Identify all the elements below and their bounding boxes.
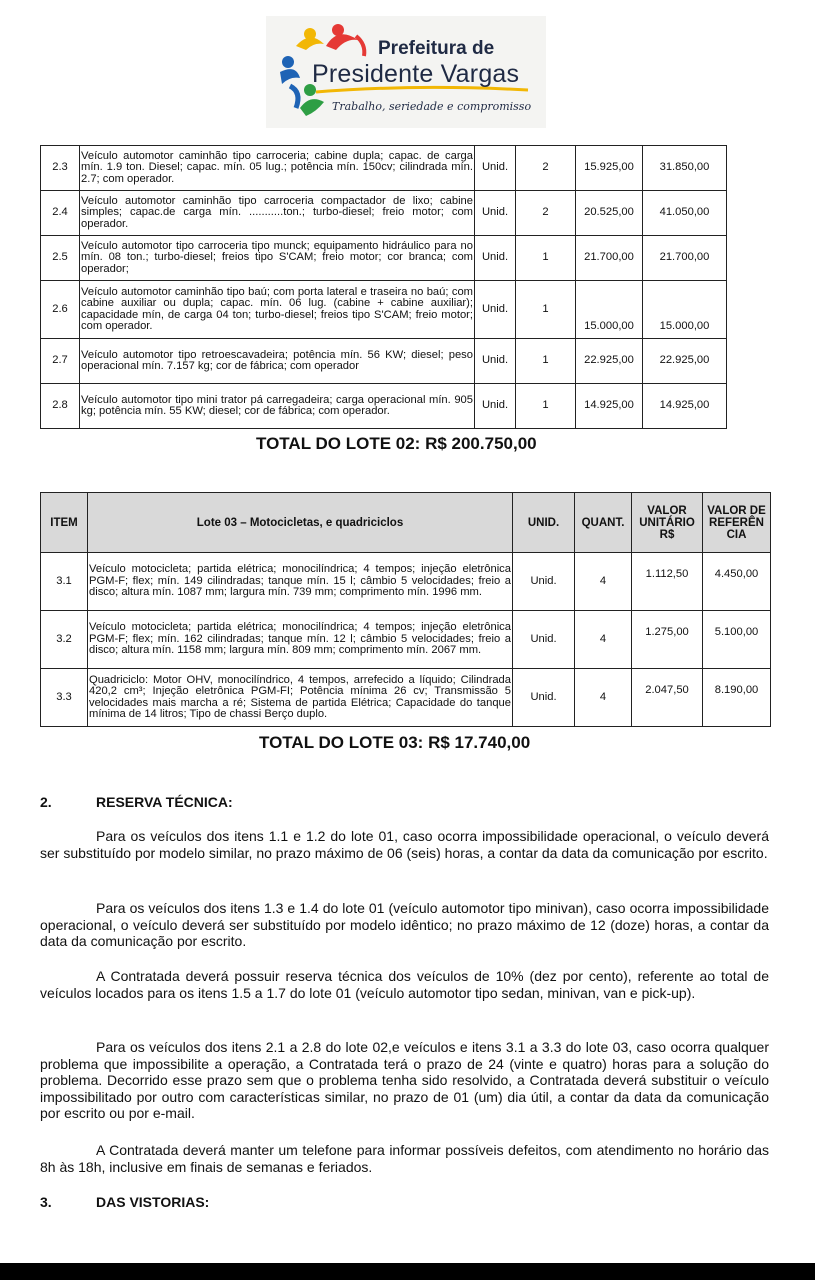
- description-cell: Veículo motocicleta; partida elétrica; monocilíndrica; 4 tempos; injeção eletrônica PGM-F; flex; mín. 162 cilindradas; tanque mín. 12 l; câmbio 5 velocidades; freio a disco; altura mín. 1158 mm; largura mín. 809 mm; comprimento mín. 2067 mm.: [88, 611, 513, 669]
- item-cell: 3.1: [41, 553, 88, 611]
- total-price-cell: 41.050,00: [643, 191, 727, 236]
- paragraph: [40, 828, 769, 861]
- unit-cell: Unid.: [475, 236, 516, 281]
- paragraph-text: Para os veículos dos itens 2.1 a 2.8 do lote 02,e veículos e itens 3.1 a 3.3 do lote 03, caso ocorra qualquer problema que impossibilite a operação, a Contratada terá o prazo de 24 (vinte e quatro) horas para a solução do problema. Decorrido esse prazo sem que o problema tenha sido resolvido, a Contratada deverá substituir o veículo impossibilitado por outro com características similar, no prazo de 01 (um) dia útil, a contar da data da comunicação por escrito ou por e-mail.: [40, 1039, 769, 1122]
- quantity-cell: 4: [575, 553, 632, 611]
- description-cell: Veículo automotor caminhão tipo baú; com porta lateral e traseira no baú; com cabine auxiliar ou dupla; capac. mín. 06 lug. (cabine + cabine auxiliar); capacidade mín, de carga 04 ton; turbo-diesel; freios tipo S'CAM; freio motor; com operador.: [80, 281, 475, 339]
- header-description: Lote 03 – Motocicletas, e quadriciclos: [88, 493, 513, 553]
- item-cell: 2.8: [41, 384, 80, 429]
- logo-title-line2: Presidente Vargas: [312, 60, 520, 88]
- section-heading: [40, 794, 233, 810]
- reference-value-cell: 5.100,00: [703, 611, 771, 669]
- unit-price-cell: 15.925,00: [576, 146, 643, 191]
- total-price-cell: 31.850,00: [643, 146, 727, 191]
- section-number: 2.: [40, 794, 52, 810]
- bottom-black-bar: [0, 1263, 815, 1280]
- table-header-row: [41, 493, 771, 553]
- table-row: [41, 669, 771, 727]
- total-price-cell: 15.000,00: [643, 281, 727, 339]
- lote02-total: TOTAL DO LOTE 02: R$ 200.750,00: [256, 434, 537, 453]
- item-cell: 2.4: [41, 191, 80, 236]
- paragraph-text: A Contratada deverá manter um telefone para informar possíveis defeitos, com atendimento no horário das 8h às 18h, inclusive em finais de semanas e feriados.: [40, 1142, 769, 1175]
- quantity-cell: 1: [516, 339, 576, 384]
- unit-price-cell: 1.112,50: [632, 553, 703, 611]
- item-cell: 2.5: [41, 236, 80, 281]
- section-heading: [40, 1194, 209, 1210]
- quantity-cell: 1: [516, 281, 576, 339]
- table-row: [41, 146, 727, 191]
- description-cell: Veículo automotor tipo retroescavadeira; potência mín. 56 KW; diesel; peso operacional mín. 7.157 kg; cor de fábrica; com operador: [80, 339, 475, 384]
- table-row: [41, 611, 771, 669]
- quantity-cell: 4: [575, 611, 632, 669]
- description-cell: Veículo automotor tipo mini trator pá carregadeira; carga operacional mín. 905 kg; potência mín. 55 KW; diesel; cor de fábrica; com operador.: [80, 384, 475, 429]
- item-cell: 3.2: [41, 611, 88, 669]
- item-cell: 2.6: [41, 281, 80, 339]
- paragraph: [40, 1039, 769, 1122]
- quantity-cell: 1: [516, 236, 576, 281]
- header-unit-price: VALOR UNITÁRIO R$: [632, 493, 703, 553]
- paragraph: [40, 968, 769, 1001]
- table-row: [41, 339, 727, 384]
- paragraph: [40, 1142, 769, 1175]
- lote02-table: [40, 145, 727, 429]
- section-title: DAS VISTORIAS:: [96, 1194, 210, 1210]
- table-row: [41, 236, 727, 281]
- header-item: ITEM: [41, 493, 88, 553]
- unit-price-cell: 21.700,00: [576, 236, 643, 281]
- unit-price-cell: 1.275,00: [632, 611, 703, 669]
- section-number: 3.: [40, 1194, 52, 1210]
- description-cell: Veículo motocicleta; partida elétrica; monocilíndrica; 4 tempos; injeção eletrônica PGM-F; flex; mín. 149 cilindradas; tanque mín. 15 l; câmbio 5 velocidades; freio a disco; altura mín. 1087 mm; largura mín. 739 mm; comprimento mín. 1996 mm.: [88, 553, 513, 611]
- item-cell: 2.7: [41, 339, 80, 384]
- description-cell: Quadriciclo: Motor OHV, monocilíndrico, 4 tempos, arrefecido a líquido; Cilindrada 420,2 cm³; Injeção eletrônica PGM-FI; Potência mínima 26 cv; Transmissão 5 velocidades mais marcha a ré; Sistema de partida Elétrica; Capacidade do tanque mínima de 14 litros; Tipo de chassi Berço duplo.: [88, 669, 513, 727]
- total-price-cell: 22.925,00: [643, 339, 727, 384]
- unit-cell: Unid.: [475, 191, 516, 236]
- unit-price-cell: 14.925,00: [576, 384, 643, 429]
- description-cell: Veículo automotor tipo carroceria tipo munck; equipamento hidráulico para no mín. 08 ton.; turbo-diesel; freios tipo S'CAM; freio motor; cor branca; com operador;: [80, 236, 475, 281]
- logo-slogan: Trabalho, seriedade e compromisso: [332, 100, 532, 113]
- table-row: [41, 191, 727, 236]
- unit-cell: Unid.: [475, 339, 516, 384]
- header-reference-value: VALOR DE REFERÊN CIA: [703, 493, 771, 553]
- unit-cell: Unid.: [513, 553, 575, 611]
- quantity-cell: 4: [575, 669, 632, 727]
- unit-cell: Unid.: [513, 611, 575, 669]
- description-cell: Veículo automotor caminhão tipo carroceria compactador de lixo; cabine simples; capac.de carga mín. ...........ton.; turbo-diesel; freio motor; com operador.: [80, 191, 475, 236]
- total-price-cell: 21.700,00: [643, 236, 727, 281]
- reference-value-cell: 8.190,00: [703, 669, 771, 727]
- lote03-total: TOTAL DO LOTE 03: R$ 17.740,00: [259, 733, 531, 752]
- table-row: [41, 384, 727, 429]
- unit-cell: Unid.: [475, 281, 516, 339]
- quantity-cell: 1: [516, 384, 576, 429]
- header-unit: UNID.: [513, 493, 575, 553]
- unit-price-cell: 2.047,50: [632, 669, 703, 727]
- paragraph-text: Para os veículos dos itens 1.3 e 1.4 do lote 01 (veículo automotor tipo minivan), caso ocorra impossibilidade operacional, o veículo deverá ser substituído por modelo idêntico; no prazo máximo de 12 (doze) horas, a contar da data da comunicação por escrito.: [40, 900, 769, 950]
- paragraph-text: A Contratada deverá possuir reserva técnica dos veículos de 10% (dez por cento), referente ao total de veículos locados para os itens 1.5 a 1.7 do lote 01 (veículo automotor tipo sedan, minivan, van e pick-up).: [40, 968, 769, 1001]
- unit-price-cell: 22.925,00: [576, 339, 643, 384]
- logo-title-line1: Prefeitura de: [378, 38, 495, 59]
- paragraph-text: Para os veículos dos itens 1.1 e 1.2 do lote 01, caso ocorra impossibilidade operacional, o veículo deverá ser substituído por modelo similar, no prazo máximo de 06 (seis) horas, a contar da data da comunicação por escrito.: [40, 828, 769, 861]
- section-title: RESERVA TÉCNICA:: [96, 794, 233, 810]
- unit-price-cell: 20.525,00: [576, 191, 643, 236]
- unit-cell: Unid.: [475, 384, 516, 429]
- lote03-table: [40, 492, 771, 727]
- unit-cell: Unid.: [513, 669, 575, 727]
- table-row: [41, 553, 771, 611]
- quantity-cell: 2: [516, 146, 576, 191]
- quantity-cell: 2: [516, 191, 576, 236]
- description-cell: Veículo automotor caminhão tipo carroceria; cabine dupla; capac. de carga mín. 1.9 ton. Diesel; capac. mín. 05 lug.; potência mín. 150cv; cilindrada mín. 2.7; com operador.: [80, 146, 475, 191]
- total-price-cell: 14.925,00: [643, 384, 727, 429]
- item-cell: 2.3: [41, 146, 80, 191]
- unit-price-cell: 15.000,00: [576, 281, 643, 339]
- unit-cell: Unid.: [475, 146, 516, 191]
- reference-value-cell: 4.450,00: [703, 553, 771, 611]
- prefeitura-logo: [266, 16, 546, 128]
- table-row: [41, 281, 727, 339]
- header-quantity: QUANT.: [575, 493, 632, 553]
- item-cell: 3.3: [41, 669, 88, 727]
- paragraph: [40, 900, 769, 950]
